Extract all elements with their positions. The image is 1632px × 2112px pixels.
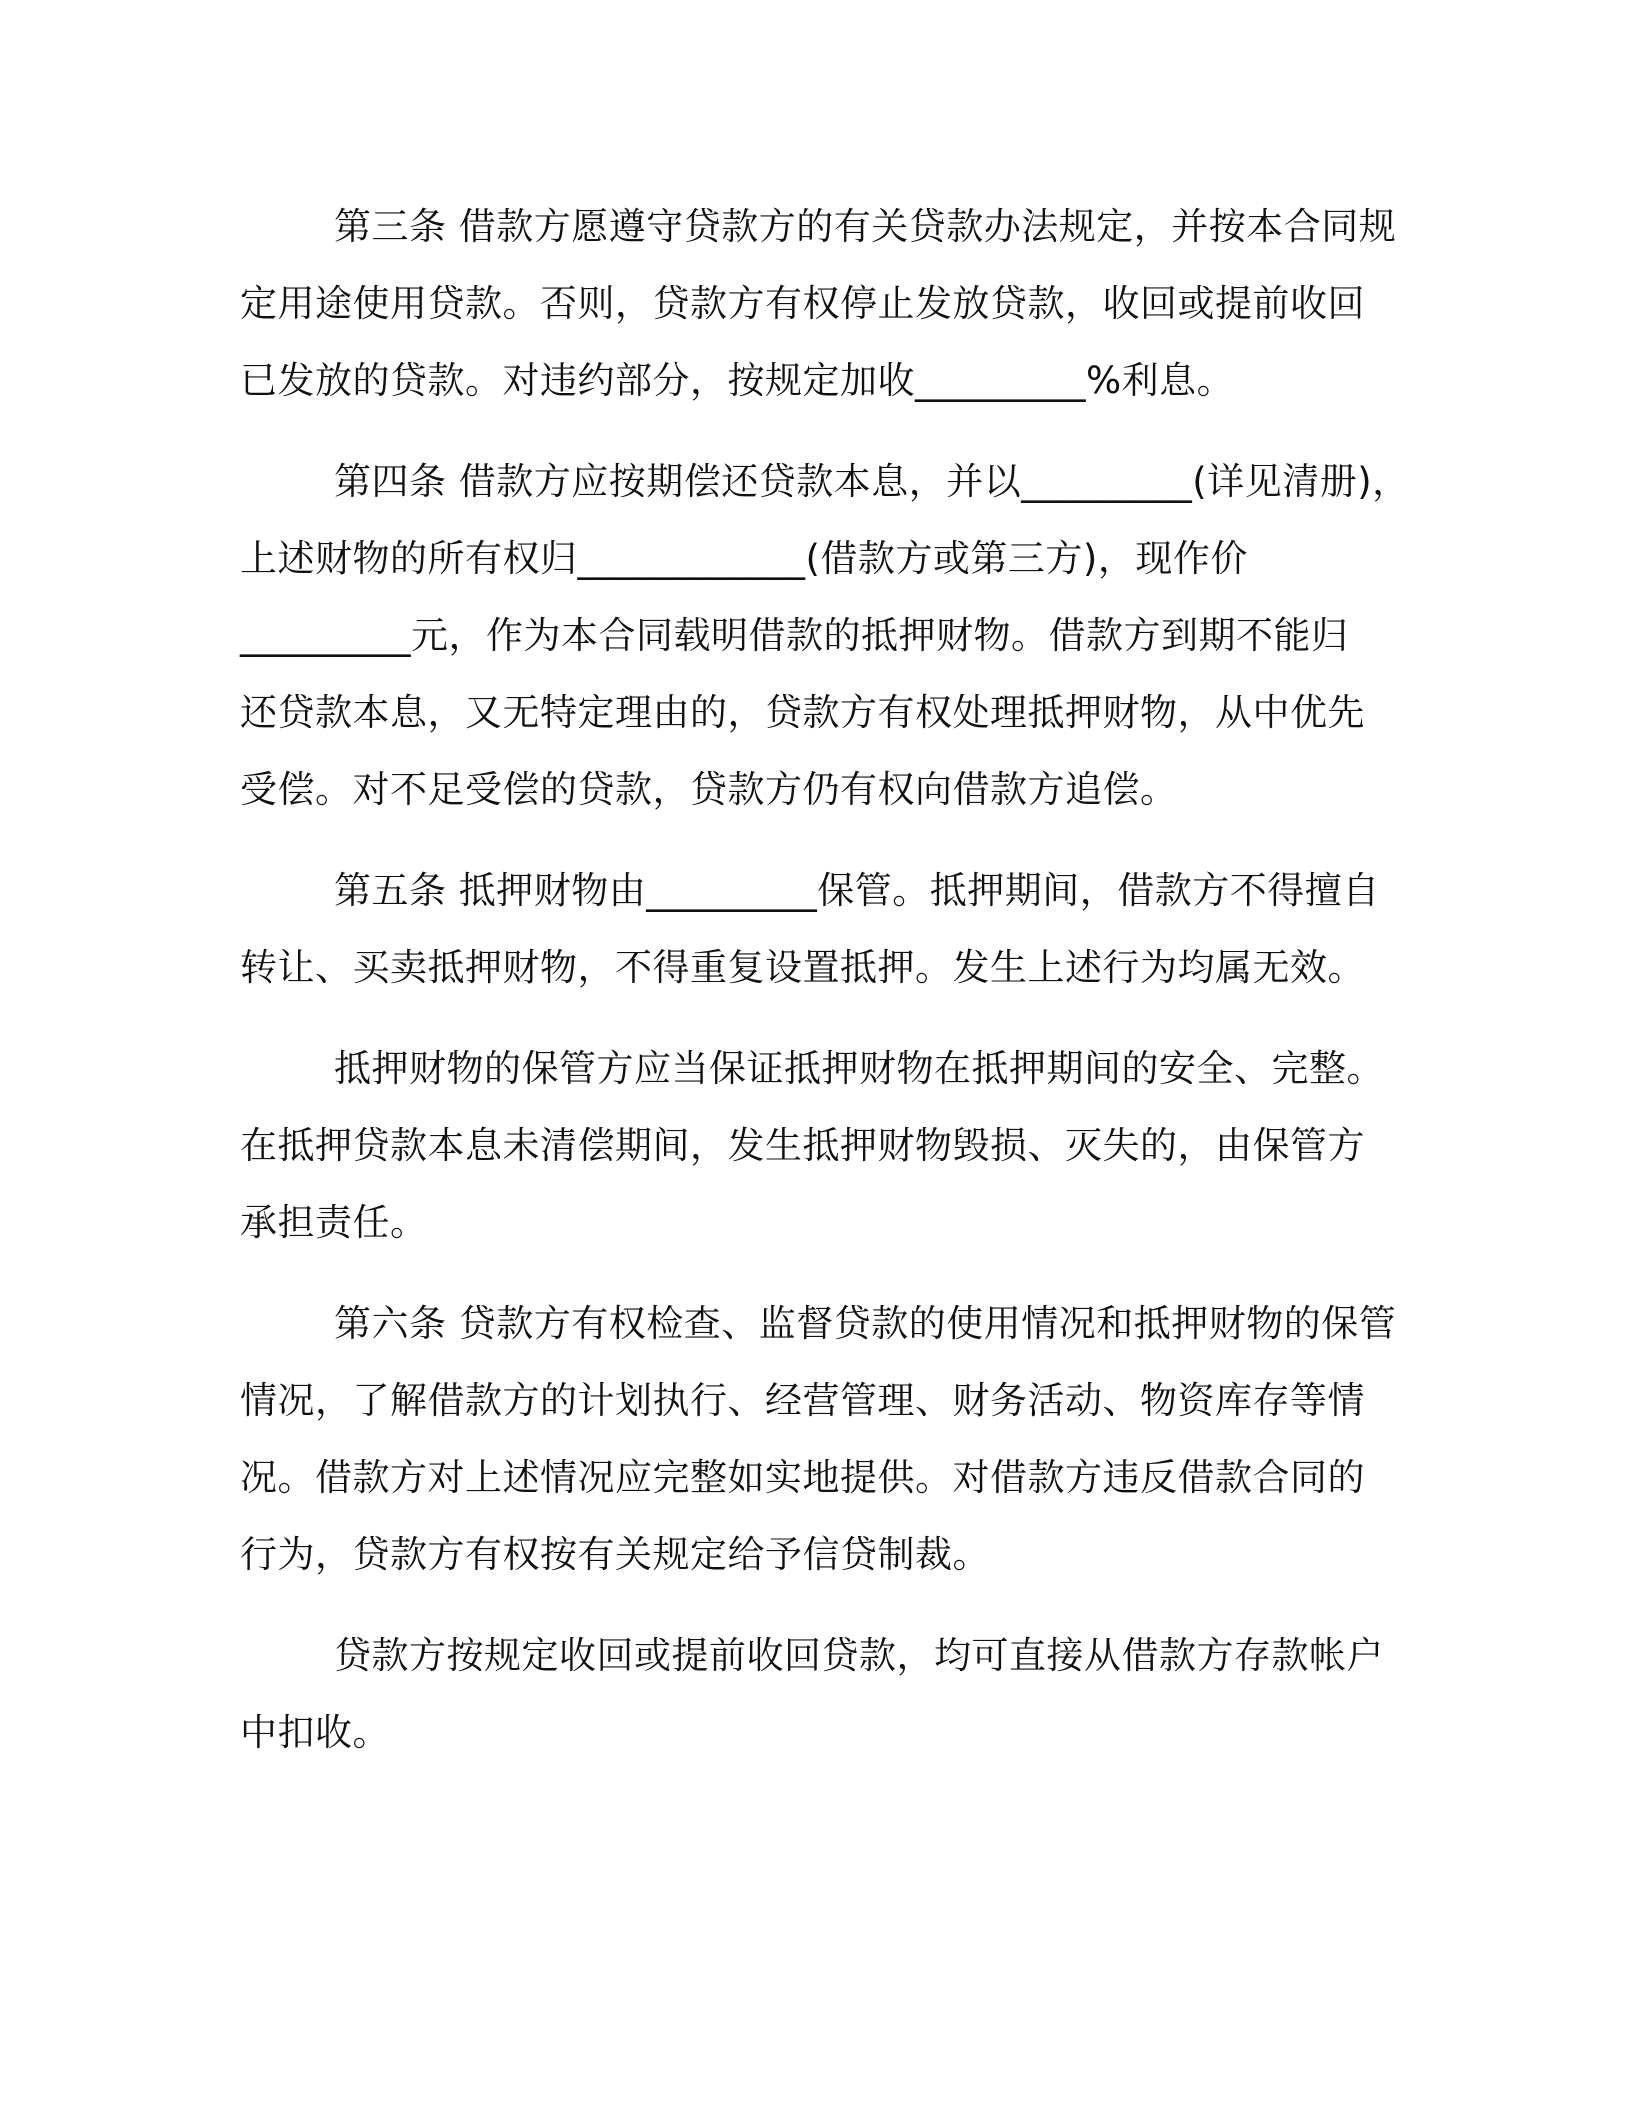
paragraph-line: 承担责任。	[240, 1201, 428, 1244]
paragraph-line: 定用途使用贷款。否则，贷款方有权停止发放贷款，收回或提前收回	[240, 282, 1365, 325]
repayment-deduction-paragraph	[240, 1617, 1430, 1771]
article-6-paragraph	[240, 1285, 1430, 1593]
paragraph-line: 上述财物的所有权归____________(借款方或第三方)，现作价	[240, 537, 1248, 580]
paragraph-line: 情况，了解借款方的计划执行、经营管理、财务活动、物资库存等情	[240, 1379, 1365, 1422]
paragraph-line: 第四条 借款方应按期偿还贷款本息，并以_________(详见清册)，	[334, 460, 1410, 503]
paragraph-line: 行为，贷款方有权按有关规定给予信贷制裁。	[240, 1533, 990, 1576]
paragraph-line: 贷款方按规定收回或提前收回贷款，均可直接从借款方存款帐户	[334, 1634, 1384, 1677]
paragraph-line: 在抵押贷款本息未清偿期间，发生抵押财物毁损、灭失的，由保管方	[240, 1124, 1365, 1167]
paragraph-line: 还贷款本息，又无特定理由的，贷款方有权处理抵押财物，从中优先	[240, 691, 1365, 734]
paragraph-line: 抵押财物的保管方应当保证抵押财物在抵押期间的安全、完整。	[334, 1047, 1384, 1090]
article-5-paragraph	[240, 852, 1430, 1006]
paragraph-line: 第五条 抵押财物由_________保管。抵押期间，借款方不得擅自	[334, 869, 1380, 912]
article-3-paragraph	[240, 188, 1430, 419]
paragraph-line: 已发放的贷款。对违约部分，按规定加收_________%利息。	[240, 359, 1235, 402]
custody-paragraph	[240, 1030, 1430, 1261]
paragraph-line: 况。借款方对上述情况应完整如实地提供。对借款方违反借款合同的	[240, 1456, 1365, 1499]
article-4-paragraph	[240, 443, 1430, 828]
paragraph-line: 转让、买卖抵押财物，不得重复设置抵押。发生上述行为均属无效。	[240, 946, 1365, 989]
paragraph-line: 受偿。对不足受偿的贷款，贷款方仍有权向借款方追偿。	[240, 768, 1178, 811]
paragraph-line: 第六条 贷款方有权检查、监督贷款的使用情况和抵押财物的保管	[334, 1302, 1397, 1345]
document-body	[240, 188, 1430, 1795]
paragraph-line: _________元，作为本合同载明借款的抵押财物。借款方到期不能归	[240, 614, 1349, 657]
paragraph-line: 第三条 借款方愿遵守贷款方的有关贷款办法规定，并按本合同规	[334, 205, 1397, 248]
paragraph-line: 中扣收。	[240, 1711, 390, 1754]
